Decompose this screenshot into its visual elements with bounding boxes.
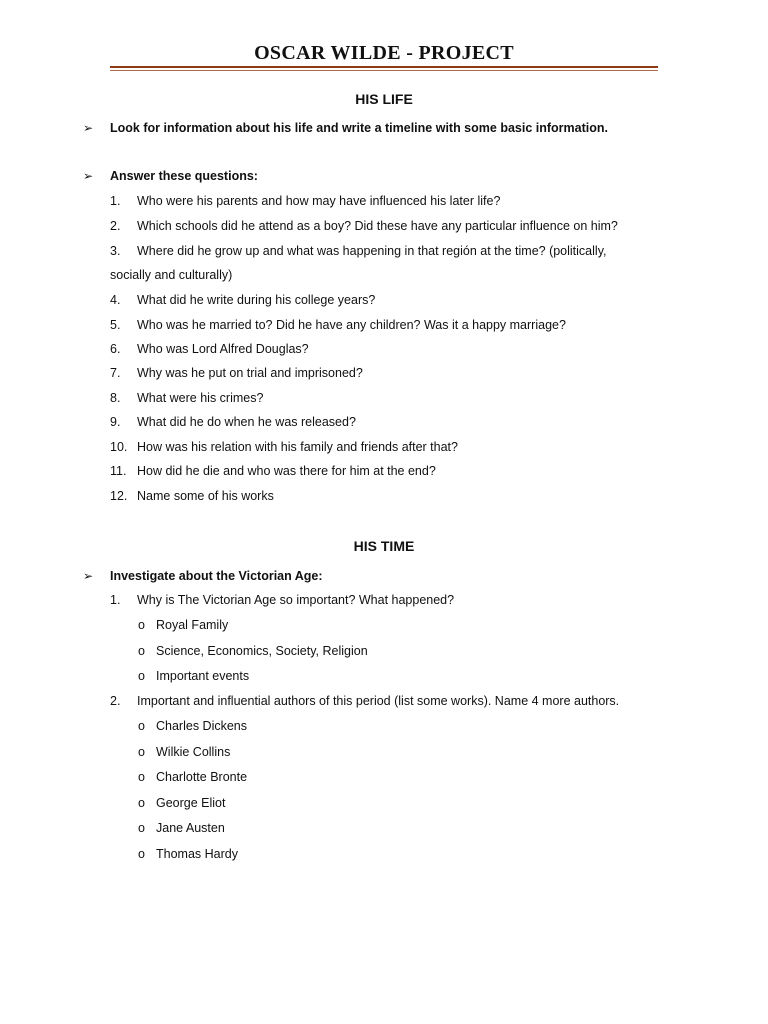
question-text: Name some of his works [137, 489, 274, 503]
bullet-arrow-icon: ➢ [83, 121, 94, 135]
author-name: Thomas Hardy [156, 847, 238, 861]
question-text: Who was Lord Alfred Douglas? [137, 342, 309, 356]
sub-bullet-icon: o [138, 618, 145, 632]
question-text: Where did he grow up and what was happening in that región at the time? (politically, [137, 244, 607, 258]
question-text: Which schools did he attend as a boy? Did these have any particular influence on him? [137, 219, 618, 233]
question-number: 5. [110, 318, 121, 332]
question-number: 3. [110, 244, 121, 258]
sub-bullet-icon: o [138, 821, 145, 835]
author-name: Wilkie Collins [156, 745, 231, 759]
sub-bullet-icon: o [138, 796, 145, 810]
question-text-continued: socially and culturally) [110, 268, 233, 282]
question-text: Why is The Victorian Age so important? What happened? [137, 593, 455, 607]
question-text: Why was he put on trial and imprisoned? [137, 366, 363, 380]
sub-bullet-icon: o [138, 745, 145, 759]
question-number: 10. [110, 440, 128, 454]
bullet-arrow-icon: ➢ [83, 169, 94, 183]
author-name: Jane Austen [156, 821, 225, 835]
sub-item-text: Science, Economics, Society, Religion [156, 644, 368, 658]
question-text: Who was he married to? Did he have any children? Was it a happy marriage? [137, 318, 566, 332]
sub-bullet-icon: o [138, 644, 145, 658]
author-name: Charles Dickens [156, 719, 248, 733]
question-text: How was his relation with his family and friends after that? [137, 440, 458, 454]
question-number: 8. [110, 391, 121, 405]
section-heading-life: HIS LIFE [355, 91, 413, 107]
question-number: 2. [110, 219, 121, 233]
question-number: 7. [110, 366, 121, 380]
sub-bullet-icon: o [138, 770, 145, 784]
author-name: Charlotte Bronte [156, 770, 248, 784]
sub-item-text: Important events [156, 669, 250, 683]
life-task-timeline: Look for information about his life and write a timeline with some basic information. [110, 121, 608, 135]
question-text: How did he die and who was there for him at the end? [137, 464, 436, 478]
bullet-arrow-icon: ➢ [83, 569, 94, 583]
question-text: Who were his parents and how may have influenced his later life? [137, 194, 501, 208]
question-text: What were his crimes? [137, 391, 264, 405]
title-rule [110, 66, 658, 68]
section-heading-time: HIS TIME [353, 538, 415, 554]
sub-bullet-icon: o [138, 669, 145, 683]
question-text: Important and influential authors of this period (list some works). Name 4 more authors. [137, 694, 620, 708]
sub-bullet-icon: o [138, 847, 145, 861]
question-text: What did he do when he was released? [137, 415, 356, 429]
question-number: 1. [110, 593, 121, 607]
sub-item-text: Royal Family [156, 618, 229, 632]
question-number: 9. [110, 415, 121, 429]
question-text: What did he write during his college years? [137, 293, 376, 307]
question-number: 6. [110, 342, 121, 356]
question-number: 2. [110, 694, 121, 708]
question-number: 12. [110, 489, 128, 503]
document-title: OSCAR WILDE - PROJECT [254, 42, 514, 64]
question-number: 4. [110, 293, 121, 307]
title-rule-thin [110, 70, 658, 71]
author-name: George Eliot [156, 796, 226, 810]
time-task: Investigate about the Victorian Age: [110, 569, 323, 583]
life-task-questions: Answer these questions: [110, 169, 258, 183]
question-number: 1. [110, 194, 121, 208]
sub-bullet-icon: o [138, 719, 145, 733]
question-number: 11. [110, 464, 127, 478]
